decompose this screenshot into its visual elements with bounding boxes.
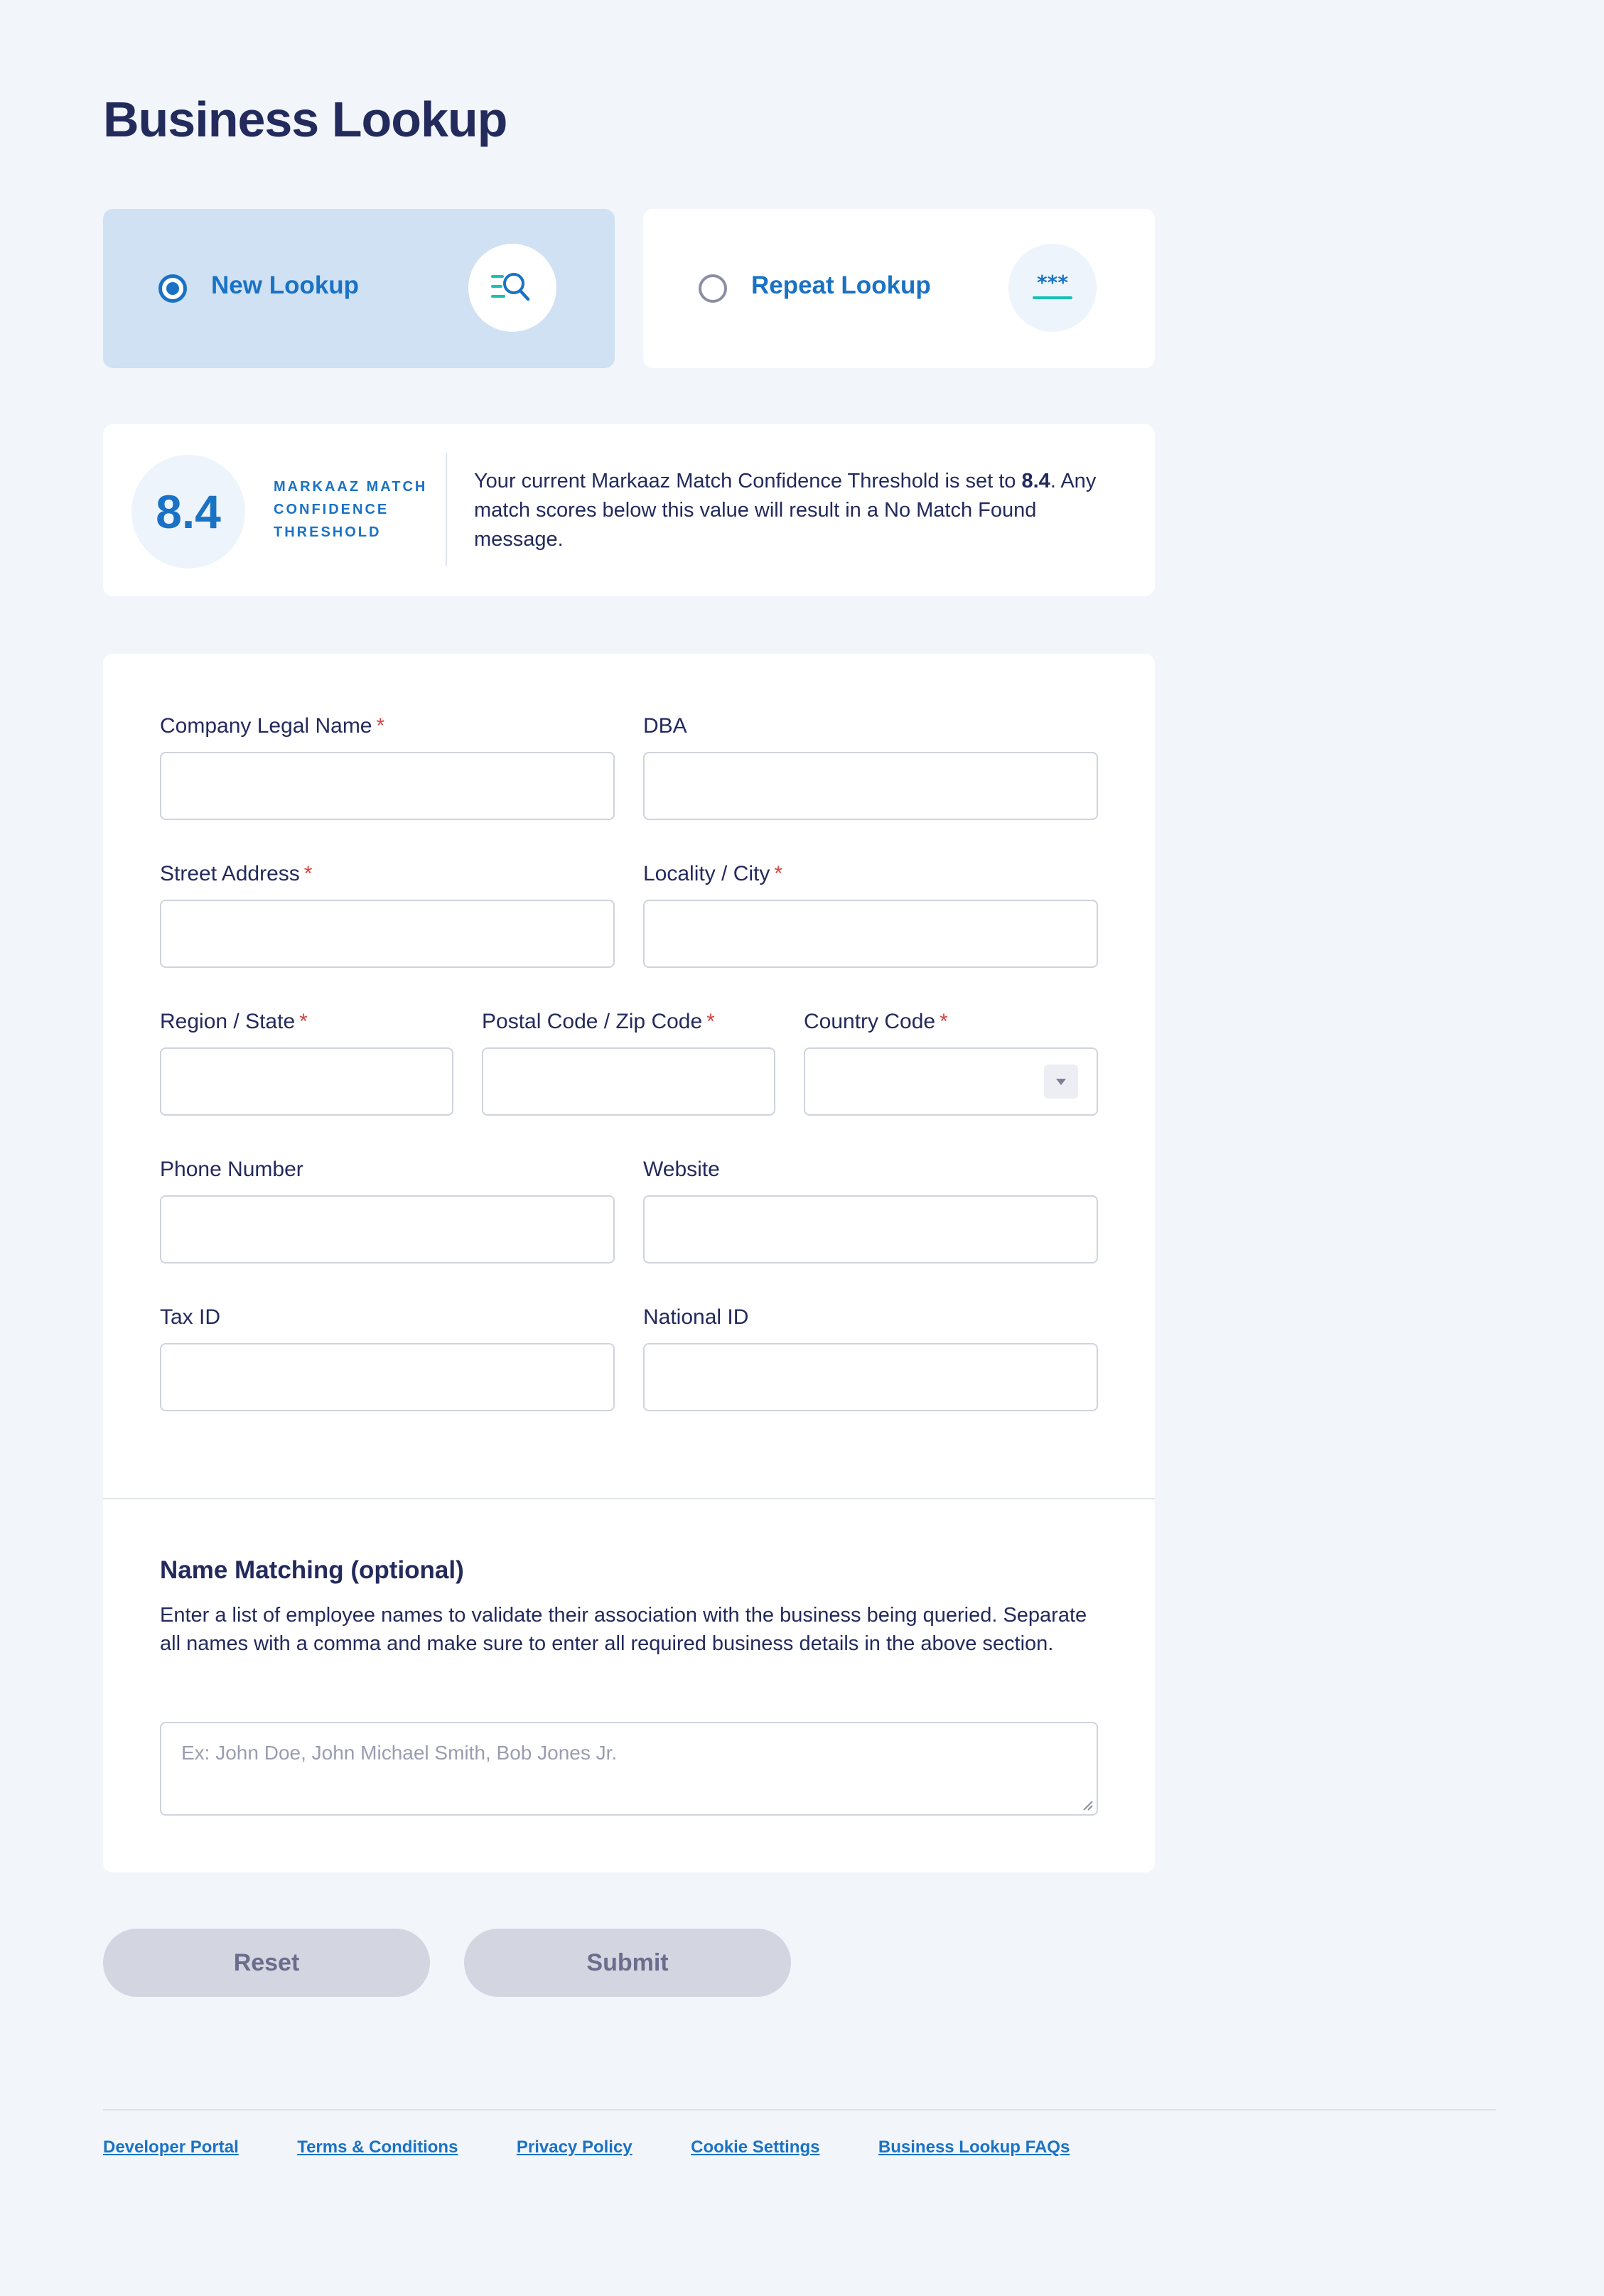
region-state-label (160, 1006, 453, 1037)
locality-city-label (643, 858, 1098, 890)
phone-number-field (160, 1154, 615, 1263)
footer-links (103, 2138, 1125, 2157)
postal-code-field (482, 1006, 775, 1116)
national-id-input[interactable] (643, 1343, 1098, 1411)
locality-city-label-text: Locality / City (643, 862, 770, 885)
national-id-label: National ID (643, 1305, 749, 1329)
postal-code-label-text: Postal Code / Zip Code (482, 1010, 703, 1033)
postal-code-input[interactable] (482, 1047, 775, 1116)
dba-label: DBA (643, 714, 687, 738)
repeat-lookup-option[interactable] (643, 209, 1155, 368)
required-marker: * (706, 1010, 715, 1033)
resize-handle-icon[interactable] (1080, 1797, 1094, 1811)
confidence-threshold-panel (103, 424, 1155, 596)
employee-names-textarea[interactable] (160, 1722, 1098, 1816)
svg-text:***: *** (1037, 271, 1068, 294)
asterisks-icon-graphic (1030, 265, 1075, 311)
street-address-input[interactable] (160, 900, 615, 968)
page-title: Business Lookup (103, 92, 507, 147)
footer-link-terms-conditions[interactable]: Terms & Conditions (297, 2138, 458, 2157)
asterisks-icon (1008, 244, 1097, 332)
new-lookup-option[interactable] (103, 209, 615, 368)
threshold-text-before: Your current Markaaz Match Confidence Threshold is set to (474, 470, 1022, 492)
footer-link-developer-portal[interactable]: Developer Portal (103, 2138, 239, 2157)
company-legal-name-field (160, 711, 615, 820)
website-field (643, 1154, 1098, 1263)
country-code-label (804, 1006, 1098, 1037)
company-legal-name-label-text: Company Legal Name (160, 714, 372, 738)
search-list-icon (468, 244, 556, 332)
region-state-input[interactable] (160, 1047, 453, 1116)
website-label: Website (643, 1158, 720, 1181)
threshold-text-value: 8.4 (1021, 470, 1050, 492)
chevron-down-icon[interactable] (1044, 1065, 1078, 1099)
dba-input[interactable] (643, 752, 1098, 820)
country-code-select[interactable] (804, 1047, 1098, 1116)
name-matching-title: Name Matching (optional) (160, 1556, 464, 1584)
region-state-field (160, 1006, 453, 1116)
website-input[interactable] (643, 1195, 1098, 1263)
required-marker: * (376, 714, 385, 738)
footer-link-privacy-policy[interactable]: Privacy Policy (516, 2138, 633, 2157)
submit-button[interactable]: Submit (464, 1929, 791, 1997)
country-code-label-text: Country Code (804, 1010, 936, 1033)
threshold-description (474, 467, 1128, 554)
street-address-label (160, 858, 615, 890)
national-id-field (643, 1302, 1098, 1411)
tax-id-input[interactable] (160, 1343, 615, 1411)
repeat-lookup-label: Repeat Lookup (751, 271, 931, 299)
required-marker: * (303, 862, 313, 885)
locality-city-input[interactable] (643, 900, 1098, 968)
threshold-score: 8.4 (131, 455, 245, 568)
country-code-field (804, 1006, 1098, 1116)
region-state-label-text: Region / State (160, 1010, 296, 1033)
section-divider (103, 1498, 1155, 1499)
postal-code-label (482, 1006, 775, 1037)
required-marker: * (940, 1010, 948, 1033)
required-marker: * (299, 1010, 308, 1033)
company-legal-name-input[interactable] (160, 752, 615, 820)
dba-field (643, 711, 1098, 820)
phone-number-input[interactable] (160, 1195, 615, 1263)
footer-link-business-lookup-faqs[interactable]: Business Lookup FAQs (878, 2138, 1070, 2157)
new-lookup-label: New Lookup (211, 271, 360, 299)
footer-divider (103, 2109, 1496, 2111)
lookup-form (103, 654, 1155, 1872)
threshold-text-after: . Any match scores below this value will result in a No Match Found message. (474, 470, 1097, 551)
threshold-divider (446, 453, 447, 566)
footer-link-cookie-settings[interactable]: Cookie Settings (691, 2138, 820, 2157)
repeat-lookup-radio[interactable] (699, 274, 727, 303)
tax-id-field (160, 1302, 615, 1411)
new-lookup-radio[interactable] (158, 274, 187, 303)
name-matching-description: Enter a list of employee names to validate their association with the business being queried. Separate all names with a comma and make sure to enter all required business details in the above section. (160, 1604, 1087, 1655)
tax-id-label: Tax ID (160, 1305, 221, 1329)
phone-number-label: Phone Number (160, 1158, 303, 1181)
threshold-label: MARKAAZ MATCH CONFIDENCE THRESHOLD (274, 479, 428, 540)
street-address-field (160, 858, 615, 968)
company-legal-name-label (160, 711, 615, 742)
reset-button[interactable]: Reset (103, 1929, 430, 1997)
search-list-icon-graphic (490, 265, 535, 311)
required-marker: * (774, 862, 783, 885)
street-address-label-text: Street Address (160, 862, 300, 885)
locality-city-field (643, 858, 1098, 968)
